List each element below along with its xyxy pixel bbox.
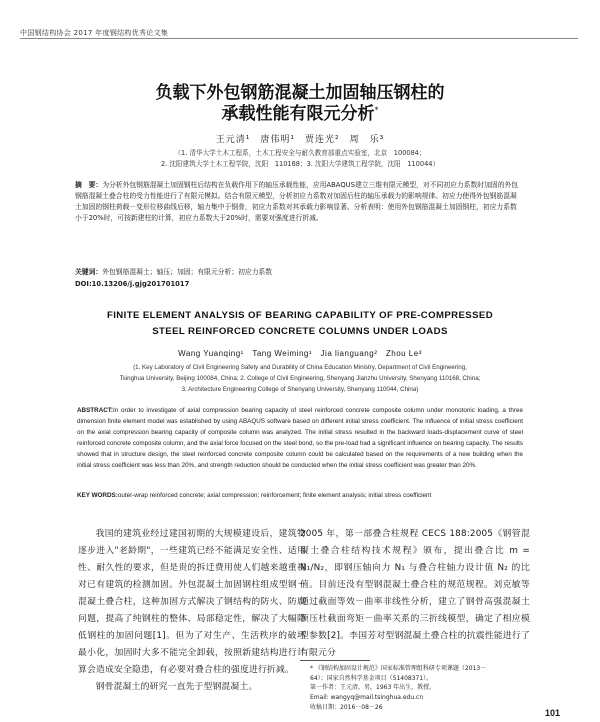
abstract-cn: [75, 180, 523, 224]
footnote-line: 64）；国家自然科学基金项目（51408371）。: [310, 674, 433, 682]
authors-en: Wang Yuanqing¹ Tang Weiming¹ Jia lianguang² Zhou Le³: [178, 349, 422, 358]
affiliation-cn-1: （1. 清华大学土木工程系，土木工程安全与耐久教育部重点实验室，北京 100084；: [174, 149, 426, 157]
footnote-line: * 《钢结构加固设计规范》国家标准管理组科研专项课题（2013－: [310, 665, 487, 672]
footnote-line: 收稿日期：2016－08－26: [310, 703, 383, 711]
footnotes: [310, 664, 526, 713]
title-en-line2: STEEL REINFORCED CONCRETE COLUMNS UNDER LOADS: [152, 326, 448, 337]
keywords-en-label: KEY WORDS:: [77, 492, 118, 499]
keywords-cn-text: 外包钢筋混凝土；轴压；加固；有限元分析；初应力系数: [102, 268, 273, 276]
keywords-en-text: outer-wrap reinforced concrete; axial compression; reinforcement; finite element analysis; initial stress coefficient: [117, 492, 432, 499]
abstract-en: [77, 406, 523, 471]
footnote-line: Email: wangyq@mail.tsinghua.edu.cn: [310, 694, 424, 702]
page-number: 101: [544, 708, 560, 718]
authors-cn: 王元清¹ 唐伟明¹ 贾连光² 周 乐³: [215, 135, 385, 145]
running-header: 中国钢结构协会 2017 年度钢结构优秀论文集: [20, 29, 169, 37]
keywords-en: [77, 491, 523, 502]
header-rule: [20, 38, 578, 39]
title-cn-line1: 负载下外包钢筋混凝土加固轴压钢柱的: [155, 83, 445, 103]
body-left-column: [78, 526, 306, 696]
body-right-column: [300, 526, 530, 662]
affiliation-en-2: Tsinghua University, Beijing 100084, China; 2. College of Civil Engineering, Shenyang Jianzhu University, Shenyang 110168, China;: [119, 375, 481, 382]
footnote-line: 第一作者：王元清，男，1963 年出生，教授。: [310, 684, 436, 692]
affiliation-cn-2: 2. 沈阳建筑大学土木工程学院，沈阳 110168；3. 沈阳大学建筑工程学院，沈阳 110044）: [160, 160, 440, 168]
title-en-line1: FINITE ELEMENT ANALYSIS OF BEARING CAPABILITY OF PRE-COMPRESSED: [106, 310, 494, 321]
keywords-cn: [75, 267, 523, 278]
doi: DOI:10.13206/j.gjg201701017: [75, 280, 190, 288]
affiliation-en-3: 3. Architecture Engineering College of Shenyang University, Shenyang 110044, China): [181, 386, 419, 393]
abstract-en-label: ABSTRACT:: [77, 407, 114, 414]
title-cn-line2-text: 承载性能有限元分析: [221, 104, 375, 124]
footnote-rule: [300, 660, 370, 661]
affiliation-en-1: (1. Key Laboratory of Civil Engineering Safety and Durability of China Education Ministry, Department of Civil Engineering,: [133, 364, 467, 371]
body-paragraph: 钢骨混凝土的研究一直先于型钢混凝土。: [95, 682, 258, 692]
abstract-en-text: In order to investigate of axial compression bearing capacity of steel reinforced concrete composite column under monotonic loading, a three dimension finite element model was established by using ABAQUS software based on different initial stress coefficient. The influence of initial stress coefficient on the axial compression bearing capacity of composite column was analyzed. The initial stress resulted in the backward loads-displacement curve of steel reinforced concrete composite column, and the axial force focused on the steel bond, so the pre-load had a significant influence on bearing capacity. The results showed that in structure design, the steel reinforced concrete composite column could be calculated based on the requirements of a new building when the initial stress coefficient was less than 20%, and strength reduction should be conducted when the initial stress coefficient was greater than 20%.: [77, 407, 523, 469]
body-paragraph: 我国的建筑业经过建国初期的大规模建设后，建筑物逐步进入"老龄期"，一些建筑已经不能满足安全性、适用性、耐久性的要求，但是贵的拆迁费用使人们越来越重视对已有建筑的检测加固。外包混凝土加固钢柱组成型钢－混凝土叠合柱，这种加固方式解决了钢结构的防火、防腐问题，提高了纯钢柱的整体、局部稳定性，解决了大幅降低钢柱的加固问题[1]。但为了对生产、生活秩序的破坏最小化，加固时大多不能完全卸载，按照新建结构进行计算会造成安全隐患，有必要对叠合柱的强度进行折减。: [78, 529, 306, 675]
body-paragraph: 2005 年，第一部叠合柱规程 CECS 188:2005《钢管混凝土叠合柱结构技术规程》颁布，提出叠合比 m = N₁/N₂，即钢压轴向力 N₁ 与叠合柱轴力设计值 N₂ 的比值。目前还没有型钢混凝土叠合柱的规范规程。刘克敏等通过截面等效－曲率非线性分析，建立了钢骨高强混凝土预压杜截面弯矩－曲率关系的三折线模型，确定了相应模型参数[2]。李国芳对型钢混凝土叠合柱的抗震性能进行了有限元分: [300, 529, 530, 658]
title-cn-line2: [0, 99, 600, 124]
title-footnote-mark: *: [374, 105, 379, 115]
abstract-cn-label: 摘 要：: [75, 181, 103, 189]
keywords-cn-label: 关键词：: [75, 268, 103, 276]
abstract-cn-text: 为分析外包钢筋混凝土加固钢柱后结构在负载作用下的轴压承载性能，应用ABAQUS建立三维有限元模型，对不同初应力系数时加固的外包钢筋混凝土叠合柱的受力性能进行了有限元模拟。结合有限元模型，分析初应力系数对加固后柱的轴压承载力的影响规律。初应力使得外包钢筋混凝土加固的钢柱荷载－变形位移曲线后移，轴力集中于钢骨，初应力系数对其承载力影响显著。分析表明：使用外包钢筋混凝土加固钢柱，初应力系数小于20%时，可按新建柱的计算，初应力系数大于20%时，需要对强度进行折减。: [75, 181, 519, 222]
